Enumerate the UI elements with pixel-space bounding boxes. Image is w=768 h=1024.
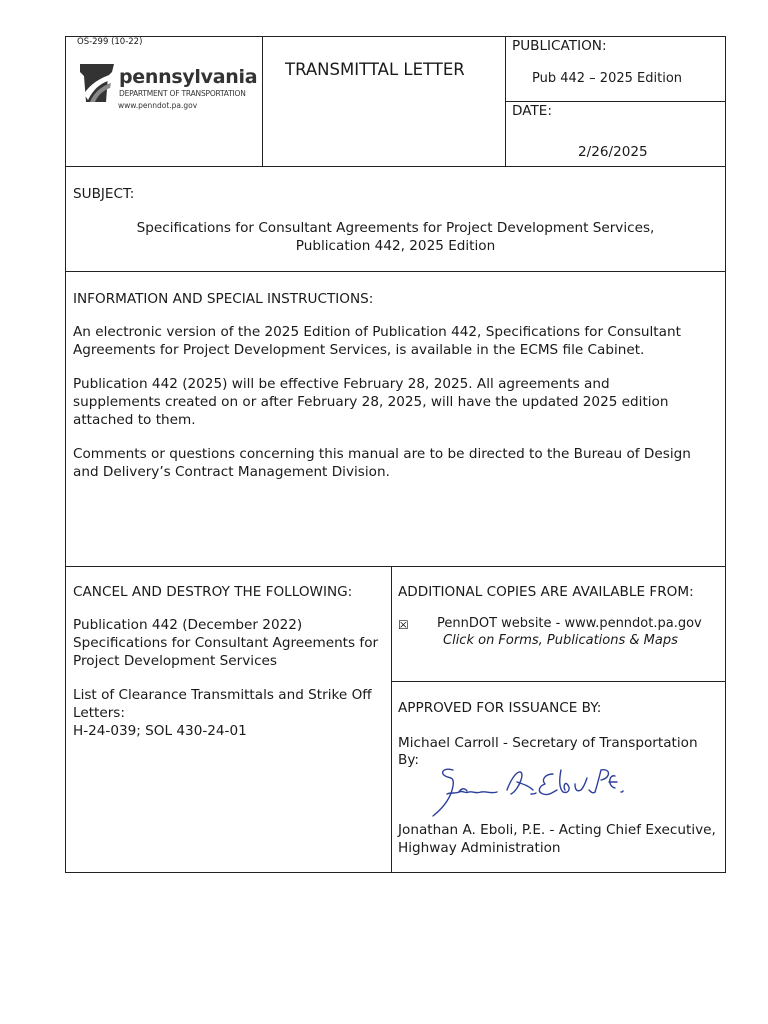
logo-department: DEPARTMENT OF TRANSPORTATION (119, 89, 246, 98)
logo-name: pennsylvania (119, 66, 258, 88)
page-title: TRANSMITTAL LETTER (285, 60, 465, 79)
cancel-item2-line-2: Letters: (73, 705, 125, 721)
copies-bottom-line (391, 681, 726, 682)
info-p3-line-2: and Delivery’s Contract Management Division. (73, 464, 390, 480)
info-p2-line-3: attached to them. (73, 412, 196, 428)
date-value: 2/26/2025 (578, 144, 648, 160)
approval-secretary: Michael Carroll - Secretary of Transportation (398, 735, 698, 751)
info-paragraph-2 (73, 375, 669, 429)
keystone-logo-icon (78, 62, 116, 104)
subject-label: SUBJECT: (73, 186, 135, 202)
copies-instruction: Click on Forms, Publications & Maps (443, 633, 678, 648)
cancel-item-publication (73, 616, 378, 670)
info-bottom-line (65, 566, 726, 567)
cancel-label: CANCEL AND DESTROY THE FOLLOWING: (73, 584, 353, 600)
cancel-item1-line-3: Project Development Services (73, 653, 277, 669)
cancel-item-clearance (73, 686, 372, 740)
signature-image (425, 764, 630, 820)
cancel-item2-line-1: List of Clearance Transmittals and Strike Off (73, 687, 372, 703)
info-p2-line-2: supplements created on or after February 28, 2025, will have the updated 2025 edition (73, 394, 669, 410)
approval-label: APPROVED FOR ISSUANCE BY: (398, 700, 602, 716)
info-p1-line-2: Agreements for Project Development Services, is available in the ECMS file Cabinet. (73, 342, 645, 358)
header-divider-left (262, 36, 263, 167)
checked-box-icon: ☒ (398, 618, 409, 632)
subject-line-1: Specifications for Consultant Agreements for Project Development Services, (136, 220, 655, 236)
form-number: OS-299 (10-22) (77, 37, 143, 47)
info-paragraph-1 (73, 323, 681, 359)
approval-signer (398, 821, 716, 857)
info-p3-line-1: Comments or questions concerning this manual are to be directed to the Bureau of Design (73, 446, 691, 462)
publication-label: PUBLICATION: (512, 38, 607, 54)
publication-value: Pub 442 – 2025 Edition (532, 71, 683, 86)
cancel-item2-line-3: H-24-039; SOL 430-24-01 (73, 723, 247, 739)
header-bottom-line (65, 166, 726, 167)
subject-bottom-line (65, 271, 726, 272)
copies-website-link[interactable]: PennDOT website - www.penndot.pa.gov (437, 616, 702, 631)
info-p1-line-1: An electronic version of the 2025 Edition of Publication 442, Specifications for Consultant (73, 324, 681, 340)
date-label: DATE: (512, 103, 552, 119)
signer-line-2: Highway Administration (398, 840, 561, 856)
approval-by: By: (398, 752, 419, 768)
info-paragraph-3 (73, 445, 691, 481)
cancel-item1-line-2: Specifications for Consultant Agreements for (73, 635, 379, 651)
cancel-item1-line-1: Publication 442 (December 2022) (73, 617, 303, 633)
subject-text (65, 219, 726, 255)
info-p2-line-1: Publication 442 (2025) will be effective February 28, 2025. All agreements and (73, 376, 610, 392)
info-label: INFORMATION AND SPECIAL INSTRUCTIONS: (73, 291, 374, 307)
subject-line-2: Publication 442, 2025 Edition (295, 238, 496, 254)
copies-label: ADDITIONAL COPIES ARE AVAILABLE FROM: (398, 584, 694, 600)
lower-center-divider (391, 566, 392, 873)
logo-website: www.penndot.pa.gov (118, 101, 198, 110)
signer-line-1: Jonathan A. Eboli, P.E. - Acting Chief Executive, (398, 822, 716, 838)
